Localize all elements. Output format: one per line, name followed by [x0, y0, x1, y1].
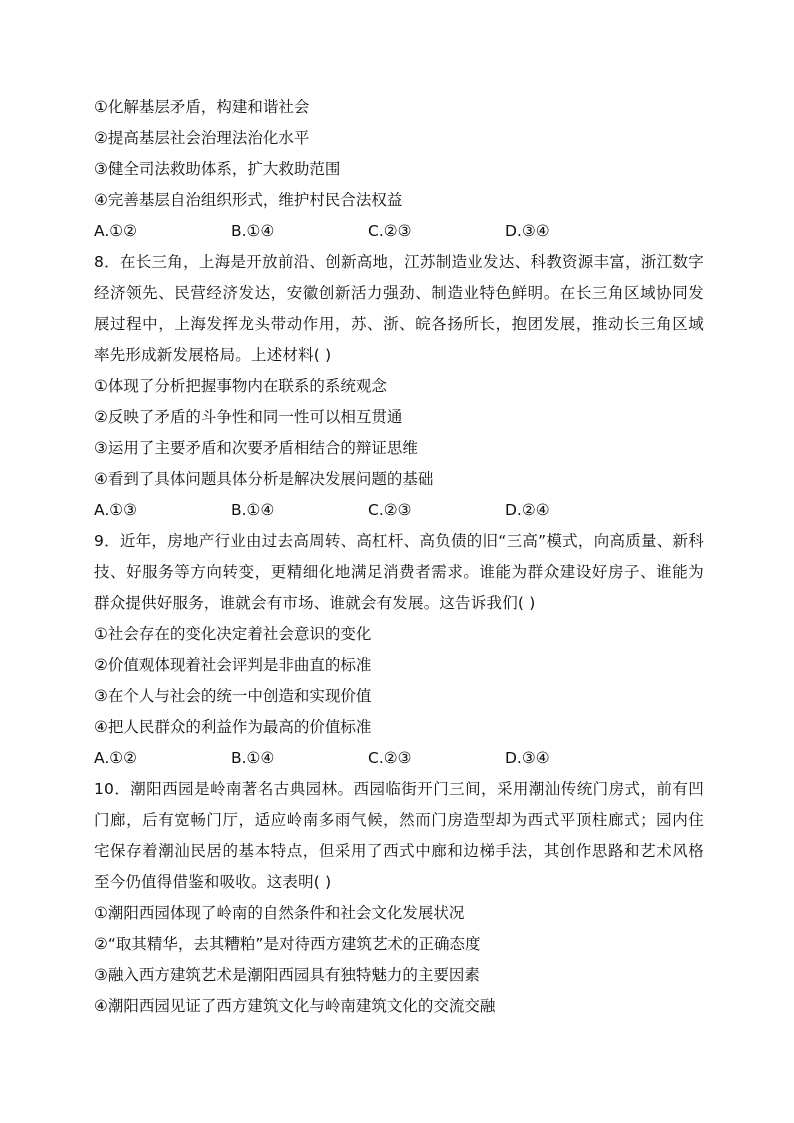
question-7-tail	[94, 92, 704, 247]
q8-option-a: A.①③	[94, 501, 138, 519]
q9-statement-3: ③在个人与社会的统一中创造和实现价值	[94, 687, 372, 705]
q8-statement-2: ②反映了矛盾的斗争性和同一性可以相互贯通	[94, 408, 403, 426]
q8-option-b: B.①④	[231, 501, 275, 519]
q7-option-d: D.③④	[505, 222, 550, 240]
exam-page	[94, 92, 704, 1022]
q9-option-c: C.②③	[368, 749, 412, 767]
q8-option-c: C.②③	[368, 501, 412, 519]
question-8	[94, 247, 704, 526]
q8-statement-4: ④看到了具体问题具体分析是解决发展问题的基础	[94, 470, 434, 488]
q9-option-d: D.③④	[505, 749, 550, 767]
q7-statement-2: ②提高基层社会治理法治化水平	[94, 129, 310, 147]
q8-options	[94, 495, 704, 526]
q8-statement-3: ③运用了主要矛盾和次要矛盾相结合的辩证思维	[94, 439, 418, 457]
q9-statement-1: ①社会存在的变化决定着社会意识的变化	[94, 625, 372, 643]
q9-stem: 9．近年，房地产行业由过去高周转、高杠杆、高负债的旧“三高”模式，向高质量、新科技、好服务等方向转变，更精细化地满足消费者需求。谁能为群众建设好房子、谁能为群众提供好服务，谁就会有市场、谁就会有发展。这告诉我们( )	[94, 532, 704, 612]
q9-options	[94, 743, 704, 774]
q7-option-c: C.②③	[368, 222, 412, 240]
q10-statement-2: ②“取其精华，去其糟粕”是对待西方建筑艺术的正确态度	[94, 935, 481, 953]
q10-statement-4: ④潮阳西园见证了西方建筑文化与岭南建筑文化的交流交融	[94, 997, 496, 1015]
q7-statement-3: ③健全司法救助体系，扩大救助范围	[94, 160, 341, 178]
q7-statement-4: ④完善基层自治组织形式，维护村民合法权益	[94, 191, 403, 209]
q10-statement-1: ①潮阳西园体现了岭南的自然条件和社会文化发展状况	[94, 904, 465, 922]
q7-options	[94, 216, 704, 247]
q9-statement-4: ④把人民群众的利益作为最高的价值标准	[94, 718, 372, 736]
q10-statement-3: ③融入西方建筑艺术是潮阳西园具有独特魅力的主要因素	[94, 966, 480, 984]
q8-stem: 8．在长三角，上海是开放前沿、创新高地，江苏制造业发达、科教资源丰富，浙江数字经济领先、民营经济发达，安徽创新活力强劲、制造业特色鲜明。在长三角区域协同发展过程中，上海发挥龙头带动作用，苏、浙、皖各扬所长，抱团发展，推动长三角区域率先形成新发展格局。上述材料( )	[94, 253, 704, 364]
q9-option-a: A.①②	[94, 749, 138, 767]
q7-option-b: B.①④	[231, 222, 275, 240]
q9-option-b: B.①④	[231, 749, 275, 767]
q8-statement-1: ①体现了分析把握事物内在联系的系统观念	[94, 377, 387, 395]
q10-stem: 10．潮阳西园是岭南著名古典园林。西园临街开门三间，采用潮汕传统门房式，前有凹门廊，后有宽畅门厅，适应岭南多雨气候，然而门房造型却为西式平顶柱廊式；园内住宅保存着潮汕民居的基本特点，但采用了西式中廊和边梯手法，其创作思路和艺术风格至今仍值得借鉴和吸收。这表明( )	[94, 780, 704, 891]
q9-statement-2: ②价值观体现着社会评判是非曲直的标准	[94, 656, 372, 674]
question-10	[94, 774, 704, 1022]
q7-statement-1: ①化解基层矛盾，构建和谐社会	[94, 98, 310, 116]
q8-option-d: D.②④	[505, 501, 550, 519]
q7-option-a: A.①②	[94, 222, 138, 240]
question-9	[94, 526, 704, 774]
